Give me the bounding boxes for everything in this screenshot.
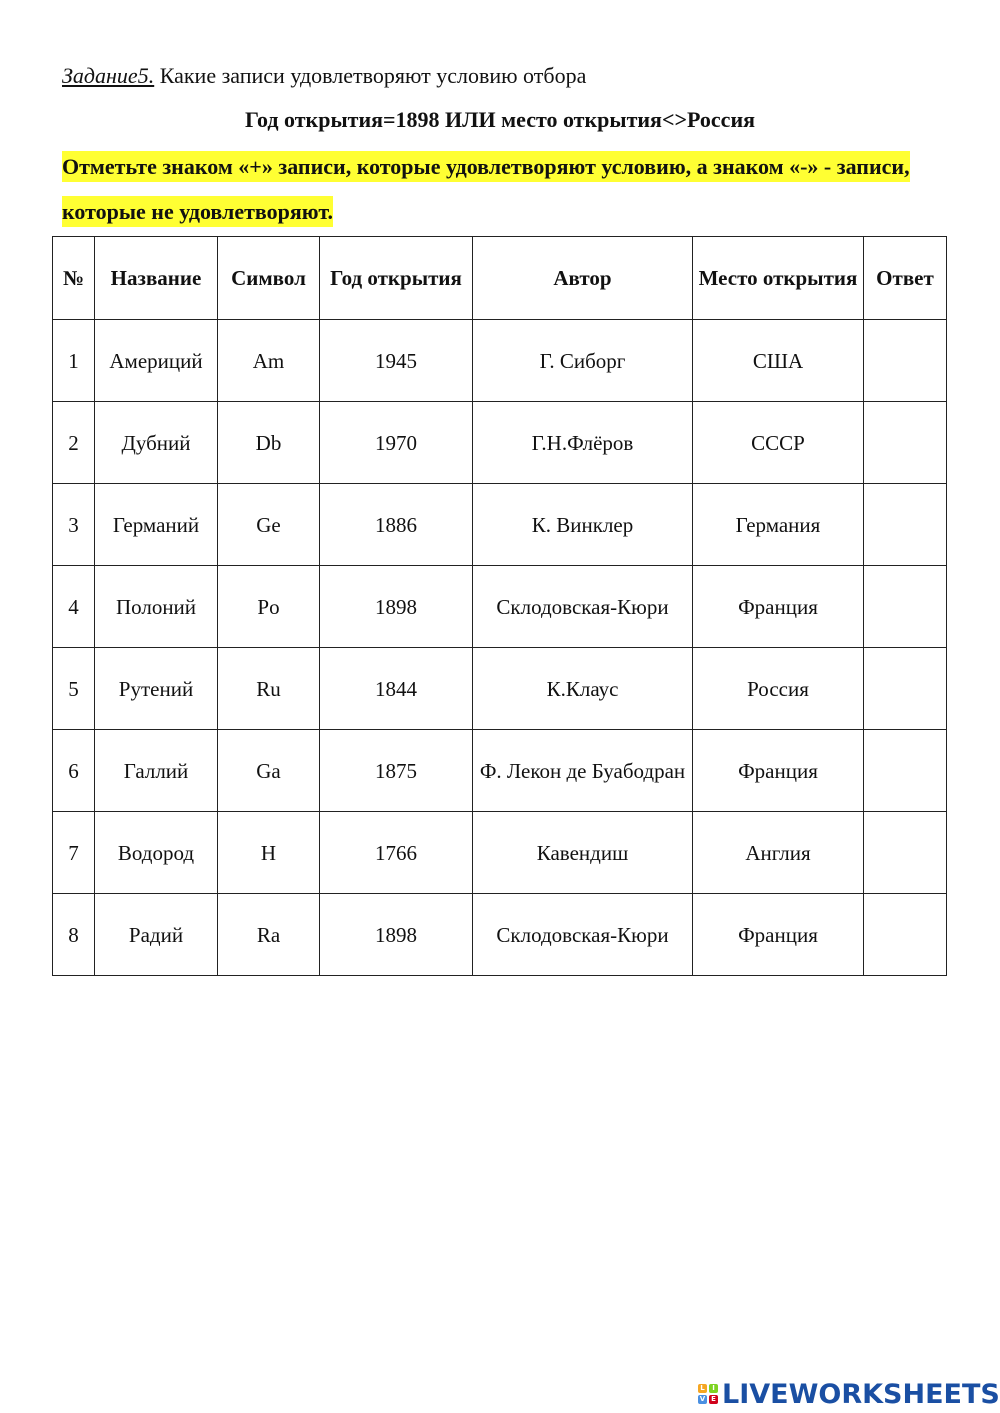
cell-symbol: H bbox=[218, 812, 320, 894]
cell-symbol: Ga bbox=[218, 730, 320, 812]
answer-cell[interactable] bbox=[864, 894, 947, 976]
cell-number: 8 bbox=[53, 894, 95, 976]
cell-year: 1898 bbox=[320, 894, 473, 976]
cell-number: 5 bbox=[53, 648, 95, 730]
selection-condition: Год открытия=1898 ИЛИ место открытия<>Россия bbox=[244, 107, 756, 132]
answer-cell[interactable] bbox=[864, 812, 947, 894]
task-heading bbox=[62, 60, 586, 92]
cell-place: Франция bbox=[693, 730, 864, 812]
cell-year: 1875 bbox=[320, 730, 473, 812]
cell-name: Водород bbox=[95, 812, 218, 894]
header-year: Год открытия bbox=[320, 237, 473, 320]
cell-symbol: Ra bbox=[218, 894, 320, 976]
cell-author: К. Винклер bbox=[473, 484, 693, 566]
cell-symbol: Po bbox=[218, 566, 320, 648]
cell-year: 1970 bbox=[320, 402, 473, 484]
cell-symbol: Am bbox=[218, 320, 320, 402]
cell-name: Радий bbox=[95, 894, 218, 976]
cell-author: Склодовская-Кюри bbox=[473, 894, 693, 976]
logo-mark-l: L bbox=[698, 1384, 707, 1393]
table-row bbox=[53, 402, 947, 484]
cell-author: Г. Сиборг bbox=[473, 320, 693, 402]
logo-mark-icon bbox=[698, 1384, 718, 1404]
table-row bbox=[53, 484, 947, 566]
cell-name: Дубний bbox=[95, 402, 218, 484]
cell-number: 3 bbox=[53, 484, 95, 566]
answer-cell[interactable] bbox=[864, 402, 947, 484]
table-row bbox=[53, 566, 947, 648]
task-label: Задание5. bbox=[62, 63, 155, 88]
cell-name: Полоний bbox=[95, 566, 218, 648]
header-number: № bbox=[53, 237, 95, 320]
cell-number: 7 bbox=[53, 812, 95, 894]
header-row bbox=[53, 237, 947, 320]
logo-mark-e: E bbox=[709, 1395, 718, 1404]
cell-year: 1898 bbox=[320, 566, 473, 648]
cell-year: 1945 bbox=[320, 320, 473, 402]
cell-author: Ф. Лекон де Буабодран bbox=[473, 730, 693, 812]
header-place: Место открытия bbox=[693, 237, 864, 320]
cell-name: Галлий bbox=[95, 730, 218, 812]
cell-place: Германия bbox=[693, 484, 864, 566]
cell-number: 4 bbox=[53, 566, 95, 648]
answer-cell[interactable] bbox=[864, 648, 947, 730]
answer-cell[interactable] bbox=[864, 484, 947, 566]
header-symbol: Символ bbox=[218, 237, 320, 320]
cell-year: 1844 bbox=[320, 648, 473, 730]
cell-number: 1 bbox=[53, 320, 95, 402]
answer-cell[interactable] bbox=[864, 566, 947, 648]
liveworksheets-logo bbox=[698, 1376, 1000, 1412]
table-row bbox=[53, 812, 947, 894]
cell-name: Германий bbox=[95, 484, 218, 566]
cell-year: 1766 bbox=[320, 812, 473, 894]
table-row bbox=[53, 894, 947, 976]
cell-place: Россия bbox=[693, 648, 864, 730]
cell-author: К.Клаус bbox=[473, 648, 693, 730]
instruction-text: Отметьте знаком «+» записи, которые удовлетворяют условию, а знаком «-» - записи, которые не удовлетворяют. bbox=[62, 151, 910, 227]
cell-place: Франция bbox=[693, 566, 864, 648]
cell-symbol: Db bbox=[218, 402, 320, 484]
instruction bbox=[62, 144, 952, 234]
header-name: Название bbox=[95, 237, 218, 320]
table-row bbox=[53, 320, 947, 402]
cell-author: Кавендиш bbox=[473, 812, 693, 894]
cell-year: 1886 bbox=[320, 484, 473, 566]
cell-author: Г.Н.Флёров bbox=[473, 402, 693, 484]
header-author: Автор bbox=[473, 237, 693, 320]
cell-name: Америций bbox=[95, 320, 218, 402]
task-text: Какие записи удовлетворяют условию отбора bbox=[154, 63, 587, 88]
cell-number: 2 bbox=[53, 402, 95, 484]
records-table bbox=[52, 236, 947, 976]
cell-author: Склодовская-Кюри bbox=[473, 566, 693, 648]
table-row bbox=[53, 648, 947, 730]
cell-symbol: Ru bbox=[218, 648, 320, 730]
cell-name: Рутений bbox=[95, 648, 218, 730]
cell-place: СССР bbox=[693, 402, 864, 484]
logo-text: LIVEWORKSHEETS bbox=[722, 1378, 1000, 1410]
logo-mark-v: V bbox=[699, 1395, 706, 1403]
cell-symbol: Ge bbox=[218, 484, 320, 566]
cell-place: Франция bbox=[693, 894, 864, 976]
table-row bbox=[53, 730, 947, 812]
answer-cell[interactable] bbox=[864, 730, 947, 812]
logo-mark-i: I bbox=[709, 1384, 718, 1393]
cell-place: Англия bbox=[693, 812, 864, 894]
cell-number: 6 bbox=[53, 730, 95, 812]
answer-cell[interactable] bbox=[864, 320, 947, 402]
cell-place: США bbox=[693, 320, 864, 402]
header-answer: Ответ bbox=[864, 237, 947, 320]
